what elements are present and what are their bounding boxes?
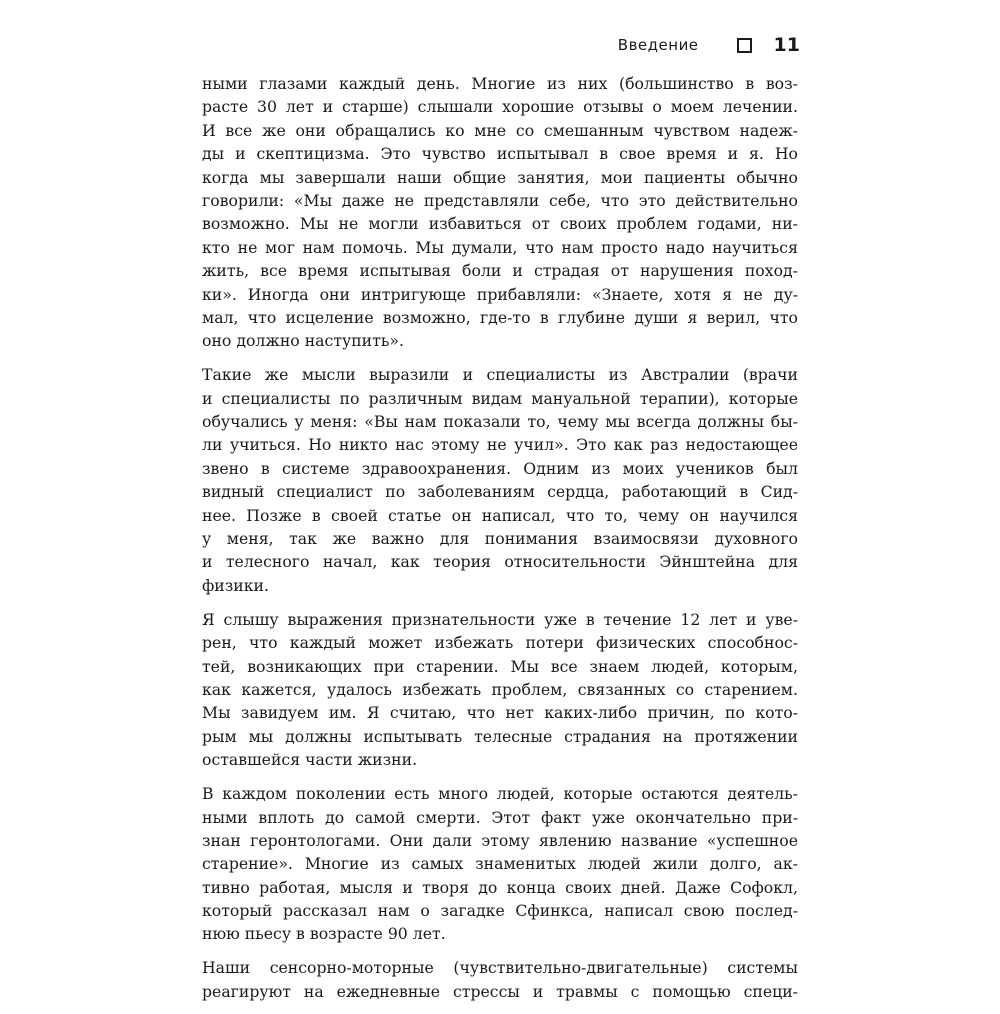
text-line: ки». Иногда они интригующе прибавляли: «Знаете, хотя я не ду- (202, 284, 798, 304)
text-line: Я слышу выражения признательности уже в течение 12 лет и уве- (202, 609, 798, 629)
text-line: обучались у меня: «Вы нам показали то, чему мы всегда должны бы- (202, 412, 798, 432)
paragraph-5 (202, 956, 798, 1003)
text-line: возможно. Мы не могли избавиться от своих проблем годами, ни- (202, 214, 798, 234)
text-line: ными глазами каждый день. Многие из них (большинство в воз- (202, 74, 798, 93)
text-line: нюю пьесу в возрасте 90 лет. (202, 924, 446, 944)
text-line: Наши сенсорно-моторные (чувствительно-двигательные) системы (202, 958, 798, 978)
text-line: тей, возникающих при старении. Мы все знаем людей, которым, (202, 656, 798, 676)
body-text (202, 72, 798, 1014)
text-line: рен, что каждый может избежать потери физических способнос- (202, 633, 798, 653)
text-line: оно должно наступить». (202, 331, 404, 351)
text-line: знан геронтологами. Они дали этому явлению название «успешное (202, 830, 798, 850)
text-line: физики. (202, 575, 269, 595)
paragraph-4 (202, 782, 798, 946)
text-line: и специалисты по различным видам мануальной терапии), которые (202, 388, 798, 408)
text-line: И все же они обращались ко мне со смешанным чувством надеж- (202, 120, 798, 140)
paragraph-3 (202, 608, 798, 772)
text-line: Мы завидуем им. Я считаю, что нет каких-либо причин, по кото- (202, 703, 798, 723)
text-line: рым мы должны испытывать телесные страдания на протяжении (202, 726, 798, 746)
text-line: Такие же мысли выразили и специалисты из Австралии (врачи (202, 365, 798, 385)
text-line: и телесного начал, как теория относительности Эйнштейна для (202, 552, 798, 572)
paragraph-1 (202, 72, 798, 353)
text-line: звено в системе здравоохранения. Одним из моих учеников был (202, 458, 798, 478)
text-line: ли учиться. Но никто нас этому не учил». Это как раз недостающее (202, 435, 798, 455)
text-line: говорили: «Мы даже не представляли себе, что это действительно (202, 190, 798, 210)
text-line: В каждом поколении есть много людей, которые остаются деятель- (202, 784, 798, 804)
running-head (618, 34, 800, 56)
text-line: расте 30 лет и старше) слышали хорошие отзывы о моем лечении. (202, 97, 798, 117)
text-line: ды и скептицизма. Это чувство испытывал в свое время и я. Но (202, 144, 798, 164)
text-line: видный специалист по заболеваниям сердца, работающий в Сид- (202, 482, 798, 502)
text-line: тивно работая, мысля и творя до конца своих дней. Даже Софокл, (202, 877, 798, 897)
section-title: Введение (617, 36, 699, 54)
page-number: 11 (773, 34, 800, 56)
text-line: оставшейся части жизни. (202, 750, 418, 770)
paragraph-2 (202, 363, 798, 597)
text-line: ными вплоть до самой смерти. Этот факт уже окончательно при- (202, 807, 798, 827)
text-line: нее. Позже в своей статье он написал, что то, чему он научился (202, 505, 798, 525)
text-line: как кажется, удалось избежать проблем, связанных со старением. (202, 679, 798, 699)
text-line: жить, все время испытывая боли и страдая от нарушения поход- (202, 261, 798, 281)
text-line: когда мы завершали наши общие занятия, мои пациенты обычно (202, 167, 798, 187)
square-bullet-icon (737, 38, 752, 53)
text-line: который рассказал нам о загадке Сфинкса, написал свою послед- (202, 901, 798, 921)
text-line: старение». Многие из самых знаменитых людей жили долго, ак- (202, 854, 798, 874)
text-line: кто не мог нам помочь. Мы думали, что нам просто надо научиться (202, 237, 798, 257)
text-line: мал, что исцеление возможно, где-то в глубине души я верил, что (202, 307, 798, 327)
text-line: реагируют на ежедневные стрессы и травмы с помощью специ- (202, 981, 798, 1001)
text-line: у меня, так же важно для понимания взаимосвязи духовного (202, 529, 798, 549)
